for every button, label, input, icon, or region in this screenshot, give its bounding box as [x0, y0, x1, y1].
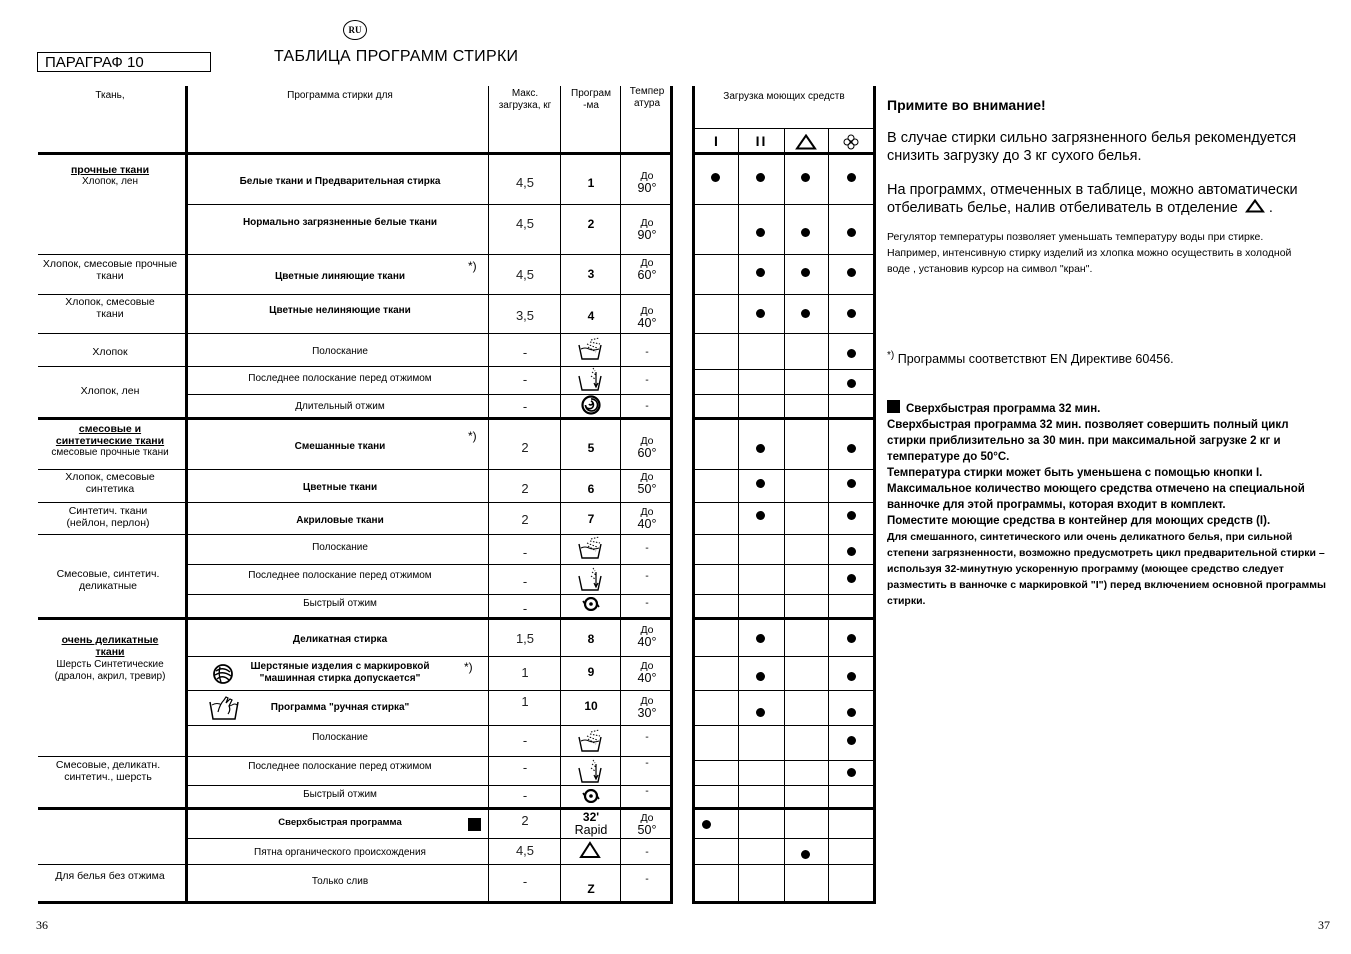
- program-name: Только слив: [311, 876, 369, 887]
- load-value: 4,5: [515, 175, 535, 190]
- detergent-dot: [847, 479, 856, 488]
- quick-spin-icon: [582, 789, 600, 803]
- table-divider: [694, 417, 875, 420]
- table-divider: [694, 502, 874, 503]
- table-divider: [694, 152, 875, 155]
- detergent-dot: [847, 379, 856, 388]
- table-divider: [694, 594, 874, 595]
- detergent-dot: [756, 634, 765, 643]
- table-divider: [694, 901, 875, 904]
- rapid-paragraph: Для смешанного, синтетического или очень деликатного белья, при сильной степени загрязненности, возможно предусмотреть цикл предварительной стирки – используя 32-минутную ускоренную программу (моющее средство следует разместить в ванночке с маркировкой "I") перед включением основной программы стирки.: [887, 531, 1327, 607]
- load-value: 4,5: [515, 843, 535, 858]
- detergent-dot: [847, 511, 856, 520]
- table-divider: [186, 564, 672, 565]
- program-name: Быстрый отжим: [303, 598, 377, 609]
- table-divider: [694, 469, 874, 470]
- load-value: 2: [521, 440, 529, 455]
- table-divider: [186, 204, 672, 205]
- fabric-group-title: смесовые и синтетические ткани: [55, 423, 165, 447]
- table-divider: [670, 86, 673, 904]
- load-value: -: [522, 545, 528, 560]
- table-divider: [694, 534, 874, 535]
- detergent-dot: [756, 173, 765, 182]
- fabric-group-title: очень деликатные ткани: [61, 634, 159, 658]
- temperature: -: [645, 873, 649, 885]
- load-value: 1: [521, 694, 529, 709]
- detergent-dot: [756, 672, 765, 681]
- section-label: ПАРАГРАФ 10: [37, 52, 211, 72]
- table-divider: [694, 656, 874, 657]
- header-temp: Темпер атура: [629, 86, 665, 109]
- temperature: До 50°: [637, 812, 657, 837]
- detergent-dot: [847, 634, 856, 643]
- bleach-triangle-icon: [1245, 199, 1265, 213]
- detergent-dot: [847, 736, 856, 745]
- load-value: 3,5: [515, 308, 535, 323]
- table-divider: [694, 204, 874, 205]
- footnote: *) Программы соответствют EN Директиве 60456.: [887, 350, 1174, 367]
- detergent-dot: [756, 228, 765, 237]
- temperature: -: [645, 757, 649, 769]
- table-divider: [38, 333, 672, 334]
- table-divider: [694, 369, 874, 370]
- temperature: -: [645, 785, 649, 797]
- program-name: Цветные линяющие ткани: [274, 271, 406, 282]
- rinse-icon: [577, 536, 603, 560]
- program-name: Смешанные ткани: [294, 441, 386, 452]
- table-divider: [185, 86, 188, 904]
- load-value: -: [522, 399, 528, 414]
- temperature: -: [645, 570, 649, 582]
- rapid-heading: Сверхбыстрая программа 32 мин.: [887, 400, 1327, 417]
- table-divider: [784, 128, 785, 904]
- asterisk-mark: *): [468, 259, 477, 273]
- program-number: 32' Rapid: [574, 810, 608, 837]
- temperature: -: [645, 542, 649, 554]
- table-divider: [694, 128, 874, 129]
- hand-wash-icon: [208, 694, 240, 722]
- program-number: 4: [587, 309, 595, 323]
- program-name: Полоскание: [312, 346, 368, 357]
- header-compartment-2: II: [755, 133, 768, 149]
- header-fabric: Ткань,: [95, 90, 125, 101]
- notes-panel: [887, 97, 1317, 277]
- program-name: Цветные нелиняющие ткани: [269, 305, 411, 316]
- rinse-icon: [577, 337, 603, 361]
- header-program: Программа стирки для: [287, 90, 393, 101]
- header-prognum: Програм -ма: [571, 88, 611, 111]
- detergent-dot: [847, 268, 856, 277]
- fabric-label: Хлопок, лен: [81, 176, 138, 187]
- load-value: 1: [521, 665, 529, 680]
- program-name: Деликатная стирка: [292, 634, 388, 645]
- program-name: Нормально загрязненные белые ткани: [242, 217, 438, 228]
- detergent-dot: [801, 173, 810, 182]
- table-divider: [694, 254, 874, 255]
- detergent-dot: [847, 444, 856, 453]
- detergent-dot: [847, 547, 856, 556]
- bleach-triangle-icon: [579, 841, 601, 859]
- detergent-dot: [756, 511, 765, 520]
- table-divider: [488, 86, 489, 904]
- program-number: 5: [587, 441, 595, 455]
- rapid-notes: [887, 400, 1327, 609]
- load-value: -: [522, 345, 528, 360]
- fabric-label: Хлопок, смесовые прочные ткани: [42, 258, 178, 282]
- table-divider: [694, 864, 874, 865]
- load-value: 2: [521, 512, 529, 527]
- softener-flower-icon: [843, 134, 859, 150]
- program-number: 1: [587, 176, 595, 190]
- program-number: 2: [587, 217, 595, 231]
- temperature: -: [645, 346, 649, 358]
- notes-paragraph: Регулятор температуры позволяет уменьшать температуру воды при стирке. Например, интенсивную стирку изделий из хлопка можно осуществить в холодной воде , установив курсор на символ "кран".: [887, 231, 1292, 275]
- wool-ball-icon: [211, 662, 235, 686]
- program-name: Программа "ручная стирка": [270, 702, 410, 713]
- notes-paragraph: На программх, отмеченных в таблице, можно автоматически отбеливать белье, налив отбеливатель в отделение .: [887, 182, 1298, 216]
- load-value: 2: [521, 813, 529, 828]
- load-value: -: [522, 760, 528, 775]
- detergent-dot: [756, 444, 765, 453]
- temperature: До 40°: [637, 624, 657, 649]
- table-divider: [38, 756, 672, 757]
- table-divider: [38, 502, 672, 503]
- long-spin-icon: [580, 395, 602, 415]
- temperature: До 40°: [637, 305, 657, 330]
- temperature: До 50°: [637, 471, 657, 496]
- temperature: До 60°: [637, 257, 657, 282]
- temperature: -: [645, 597, 649, 609]
- temperature: До 40°: [637, 660, 657, 685]
- page-title: ТАБЛИЦА ПРОГРАММ СТИРКИ: [274, 48, 519, 65]
- program-number: 10: [584, 699, 598, 713]
- program-name: Быстрый отжим: [303, 789, 377, 800]
- fabric-label: Хлопок, смесовые синтетика: [65, 471, 155, 495]
- table-divider: [38, 152, 673, 155]
- table-divider: [38, 617, 673, 620]
- table-divider: [873, 86, 876, 904]
- detergent-dot: [801, 228, 810, 237]
- quick-spin-icon: [582, 597, 600, 611]
- header-load: Макс. загрузка, кг: [498, 88, 552, 111]
- detergent-dot: [847, 349, 856, 358]
- load-value: -: [522, 372, 528, 387]
- program-number: 7: [587, 512, 595, 526]
- header-detergent: Загрузка моющих средств: [723, 91, 845, 102]
- detergent-dot: [847, 768, 856, 777]
- detergent-dot: [847, 574, 856, 583]
- table-divider: [38, 807, 673, 810]
- program-name: Последнее полоскание перед отжимом: [248, 761, 432, 772]
- temperature: -: [645, 846, 649, 858]
- program-name: Сверхбыстрая программа: [278, 817, 402, 828]
- rapid-square-icon: [468, 818, 481, 831]
- fabric-label: Хлопок, лен: [80, 385, 140, 397]
- detergent-dot: [847, 672, 856, 681]
- table-divider: [38, 417, 673, 420]
- fabric-label: Хлопок, смесовые ткани: [65, 296, 155, 320]
- load-value: 4,5: [515, 216, 535, 231]
- language-badge: RU: [343, 20, 367, 40]
- detergent-dot: [702, 820, 711, 829]
- program-number: 8: [587, 632, 595, 646]
- asterisk-mark: *): [468, 429, 477, 443]
- detergent-dot: [847, 708, 856, 717]
- fabric-group-title: прочные ткани: [70, 164, 150, 176]
- table-divider: [186, 838, 672, 839]
- program-name: Цветные ткани: [302, 482, 378, 493]
- detergent-dot: [801, 850, 810, 859]
- table-divider: [38, 254, 672, 255]
- bleach-triangle-icon: [795, 134, 817, 150]
- table-divider: [694, 294, 874, 295]
- table-divider: [694, 564, 874, 565]
- table-divider: [694, 394, 874, 395]
- program-name: Шерстяные изделия с маркировкой "машинная стирка допускается": [250, 661, 430, 684]
- fabric-label: Для белья без отжима: [55, 870, 165, 882]
- program-name: Последнее полоскание перед отжимом: [248, 373, 432, 384]
- fabric-label: Смесовые, синтетич. деликатные: [56, 568, 160, 592]
- temperature: До 90°: [637, 170, 657, 195]
- program-number: 6: [587, 482, 595, 496]
- detergent-dot: [847, 173, 856, 182]
- table-divider: [694, 760, 874, 761]
- program-name: Полоскание: [312, 732, 368, 743]
- detergent-dot: [847, 228, 856, 237]
- temperature: -: [645, 374, 649, 386]
- load-value: -: [522, 733, 528, 748]
- table-divider: [828, 128, 829, 904]
- fabric-label: Смесовые, деликатн. синтетич., шерсть: [55, 759, 161, 783]
- rapid-paragraph: Поместите моющие средства в контейнер для моющих средств (I).: [887, 515, 1271, 527]
- fabric-label: смесовые прочные ткани: [51, 447, 169, 458]
- rapid-square-icon: [887, 400, 900, 413]
- temperature: До 30°: [637, 695, 657, 720]
- program-name: Пятна органического происхождения: [254, 847, 426, 858]
- detergent-dot: [801, 268, 810, 277]
- temperature: До 40°: [637, 506, 657, 531]
- rapid-paragraph: Температура стирки может быть уменьшена с помощью кнопки I.: [887, 467, 1263, 479]
- detergent-dot: [711, 173, 720, 182]
- table-divider: [738, 128, 739, 904]
- detergent-dot: [756, 479, 765, 488]
- final-rinse-spin-icon: [577, 366, 603, 392]
- program-number: 3: [587, 267, 595, 281]
- program-name: Акриловые ткани: [296, 515, 384, 526]
- program-number: 9: [587, 665, 595, 679]
- temperature: До 90°: [637, 217, 657, 242]
- detergent-dot: [756, 708, 765, 717]
- fabric-label: Синтетич. ткани (нейлон, перлон): [66, 505, 150, 529]
- load-value: 1,5: [515, 631, 535, 646]
- fabric-label: Шерсть Синтетические (дралон, акрил, тревир): [54, 659, 166, 682]
- program-name: Длительный отжим: [295, 401, 385, 412]
- detergent-dot: [847, 309, 856, 318]
- temperature: -: [645, 400, 649, 412]
- page-number-right: 37: [1318, 918, 1330, 932]
- asterisk-mark: *): [464, 660, 473, 674]
- table-divider: [38, 294, 672, 295]
- table-divider: [694, 785, 874, 786]
- load-value: 4,5: [515, 267, 535, 282]
- table-divider: [694, 333, 874, 334]
- table-divider: [38, 901, 673, 904]
- final-rinse-spin-icon: [577, 566, 603, 592]
- table-divider: [38, 469, 672, 470]
- temperature: -: [645, 731, 649, 743]
- rinse-icon: [577, 729, 603, 753]
- table-divider: [38, 534, 672, 535]
- load-value: -: [522, 874, 528, 889]
- table-divider: [186, 656, 672, 657]
- table-divider: [186, 785, 672, 786]
- table-divider: [186, 725, 672, 726]
- final-rinse-spin-icon: [577, 758, 603, 784]
- table-divider: [694, 838, 874, 839]
- fabric-label: Хлопок: [92, 346, 128, 358]
- rapid-paragraph: Сверхбыстрая программа 32 мин. позволяет совершить полный цикл стирки приблизительно за 30 мин. при максимальной загрузке 2 кг и температуре до 50°C.: [887, 419, 1289, 463]
- table-divider: [186, 594, 672, 595]
- table-divider: [186, 690, 672, 691]
- load-value: -: [522, 788, 528, 803]
- program-name: Полоскание: [312, 542, 368, 553]
- rapid-paragraph: Максимальное количество моющего средства отмечено на специальной ванночке для этой программы, которая входит в комплект.: [887, 483, 1305, 511]
- load-value: -: [522, 574, 528, 589]
- header-compartment-1: I: [714, 133, 718, 149]
- program-name: Белые ткани и Предварительная стирка: [239, 176, 441, 187]
- detergent-dot: [801, 309, 810, 318]
- table-divider: [38, 864, 672, 865]
- notes-paragraph: В случае стирки сильно загрязненного белья рекомендуется снизить загрузку до 3 кг сухого белья.: [887, 130, 1297, 164]
- table-divider: [692, 86, 695, 904]
- temperature: До 60°: [637, 435, 657, 460]
- program-name: Последнее полоскание перед отжимом: [248, 570, 432, 581]
- detergent-dot: [756, 268, 765, 277]
- table-divider: [694, 725, 874, 726]
- program-number: Z: [587, 882, 595, 896]
- detergent-dot: [756, 309, 765, 318]
- load-value: -: [522, 601, 528, 616]
- table-divider: [694, 807, 875, 810]
- notes-heading: Примите во внимание!: [887, 97, 1046, 113]
- table-divider: [694, 690, 874, 691]
- table-divider: [694, 617, 875, 620]
- page-number-left: 36: [36, 918, 48, 932]
- load-value: 2: [521, 481, 529, 496]
